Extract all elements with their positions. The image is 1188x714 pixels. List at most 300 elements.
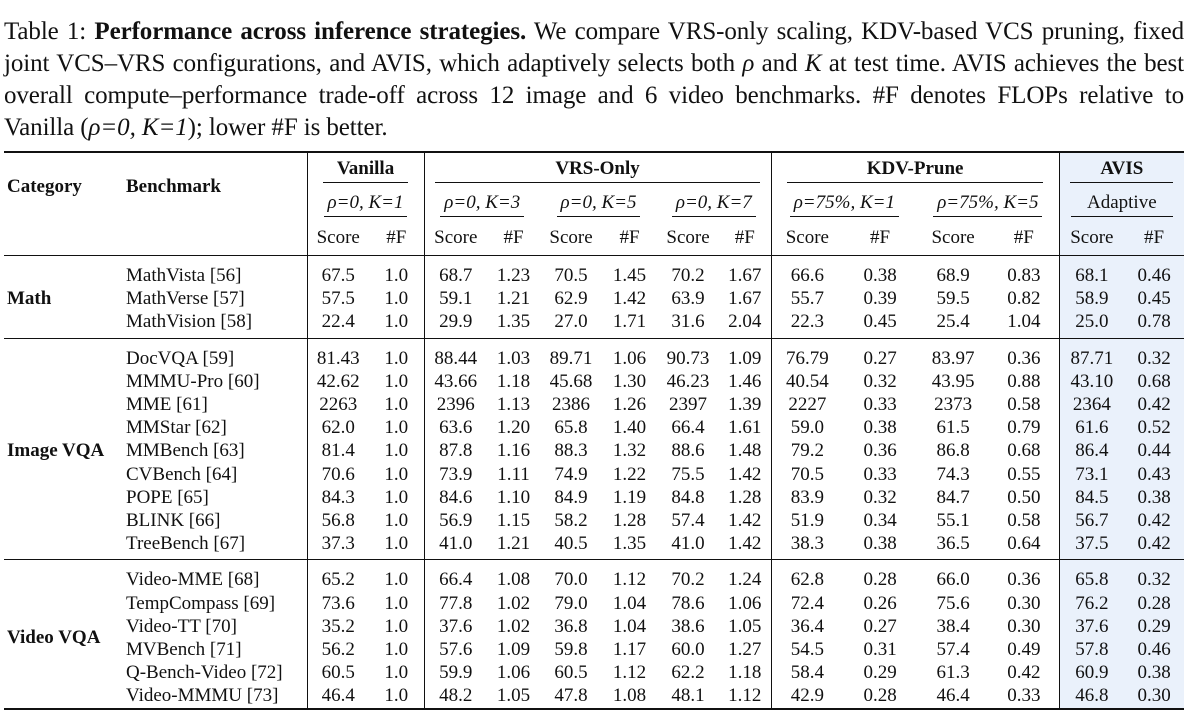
flops-cell: 1.42 — [728, 510, 762, 532]
flops-cell: 1.48 — [728, 440, 762, 462]
flops-cell: 1.18 — [496, 370, 531, 392]
flops-header: #F — [619, 227, 640, 249]
score-cell: 46.4 — [936, 685, 970, 707]
benchmark-cell: MMMU-Pro [60] — [126, 370, 260, 392]
config-cell: ρ=0, K=7 — [657, 187, 771, 221]
score-cell: 79.2 — [771, 439, 843, 462]
flops-cell: 1.0 — [384, 347, 409, 369]
flops-cell: 0.32 — [863, 370, 897, 392]
flops-cell: 1.12 — [612, 569, 647, 591]
flops-cell: 1.0 — [384, 370, 409, 392]
caption-text-1: We compare VRS-only scaling, KDV-based VCS pruning, fixed joint VCS–VRS configurations, and AVIS, which adaptively selects both — [4, 18, 1185, 77]
benchmark-cell: POPE [65] — [126, 486, 209, 508]
score-cell: 48.2 — [424, 684, 487, 708]
table-row — [4, 486, 1184, 509]
config-cell: ρ=0, K=5 — [540, 187, 657, 221]
flops-cell: 1.12 — [612, 662, 647, 684]
score-cell: 59.1 — [424, 287, 487, 310]
flops-cell: 0.46 — [1124, 264, 1184, 287]
benchmark-cell: MathVision [58] — [126, 311, 253, 333]
flops-cell: 1.17 — [612, 639, 647, 661]
score-cell: 60.5 — [307, 661, 369, 684]
score-cell: 63.9 — [671, 288, 705, 310]
category-cell: Image VQA — [7, 440, 105, 462]
score-cell: 86.4 — [1059, 439, 1124, 462]
flops-cell: 0.42 — [1124, 393, 1184, 416]
flops-cell: 1.0 — [384, 592, 409, 614]
score-cell: 59.0 — [771, 416, 843, 439]
flops-cell: 0.27 — [863, 615, 897, 637]
table-row — [4, 684, 1184, 708]
score-cell: 54.5 — [771, 638, 843, 661]
score-cell: 43.10 — [1059, 370, 1124, 393]
flops-cell: 0.32 — [1124, 347, 1184, 370]
score-cell: 84.8 — [671, 486, 705, 508]
flops-cell: 1.0 — [384, 417, 409, 439]
table-row — [4, 463, 1184, 486]
table-row — [4, 532, 1184, 555]
vanilla-config: ρ=0, K=1 — [88, 114, 188, 141]
table-row — [4, 568, 1184, 591]
table-row — [4, 310, 1184, 333]
score-header: Score — [549, 227, 593, 249]
header-row-metrics — [4, 221, 1184, 256]
flops-cell: 1.26 — [612, 394, 647, 416]
score-cell: 48.1 — [671, 685, 705, 707]
flops-cell: 0.29 — [1124, 615, 1184, 638]
score-cell: 88.44 — [424, 347, 487, 370]
caption-text-2: at test time. AVIS achieves the best overall compute–performance trade-off across 12 image and 6 video benchmarks. #F denotes FLOPs relative to Vanilla ( — [4, 50, 1185, 141]
flops-cell: 1.35 — [612, 533, 647, 555]
flops-cell: 1.67 — [728, 288, 762, 310]
score-cell: 38.6 — [671, 615, 705, 637]
flops-cell: 1.0 — [384, 394, 409, 416]
k-symbol: K — [804, 50, 822, 77]
score-cell: 88.6 — [671, 440, 705, 462]
score-cell: 70.5 — [554, 265, 588, 286]
score-cell: 36.4 — [771, 615, 843, 638]
flops-cell: 1.0 — [384, 569, 409, 591]
score-cell: 40.54 — [771, 370, 843, 393]
benchmark-cell: MathVista [56] — [126, 265, 242, 286]
table-caption — [4, 16, 1184, 144]
benchmark-cell: DocVQA [59] — [126, 347, 235, 369]
category-cell: Video VQA — [7, 627, 101, 649]
category-header: Category — [7, 176, 82, 198]
score-cell: 57.4 — [936, 639, 970, 661]
score-cell: 56.7 — [1059, 509, 1124, 532]
score-cell: 37.6 — [424, 615, 487, 638]
flops-cell: 1.06 — [728, 592, 762, 614]
score-cell: 31.6 — [671, 311, 705, 333]
flops-cell: 1.61 — [728, 417, 762, 439]
category-cell: Math — [7, 288, 52, 310]
caption-text-3: ); lower #F is better. — [187, 114, 388, 141]
flops-cell: 0.30 — [1007, 592, 1041, 614]
flops-cell: 1.11 — [497, 463, 530, 485]
table-row — [4, 347, 1184, 370]
flops-cell: 1.42 — [728, 533, 762, 555]
score-cell: 75.5 — [671, 463, 705, 485]
score-header: Score — [666, 227, 710, 249]
flops-cell: 0.50 — [1007, 486, 1041, 508]
flops-cell: 1.08 — [496, 569, 531, 591]
group-vrs-only: VRS-Only — [424, 152, 771, 187]
score-cell: 57.8 — [1059, 638, 1124, 661]
score-cell: 81.4 — [307, 439, 369, 462]
benchmark-cell: CVBench [64] — [126, 463, 238, 485]
flops-cell: 0.49 — [1007, 639, 1041, 661]
score-cell: 78.6 — [671, 592, 705, 614]
score-cell: 65.8 — [554, 417, 588, 439]
flops-cell: 1.28 — [728, 486, 762, 508]
score-cell: 41.0 — [671, 533, 705, 555]
flops-cell: 0.82 — [1007, 288, 1041, 310]
score-cell: 62.8 — [771, 568, 843, 591]
flops-cell: 0.28 — [1124, 592, 1184, 615]
table-row — [4, 393, 1184, 416]
score-header: Score — [931, 227, 975, 249]
score-cell: 84.3 — [307, 486, 369, 509]
flops-cell: 1.04 — [612, 615, 647, 637]
score-cell: 76.2 — [1059, 592, 1124, 615]
flops-cell: 1.67 — [728, 265, 762, 286]
score-cell: 2364 — [1059, 393, 1124, 416]
score-cell: 62.9 — [554, 288, 588, 310]
flops-cell: 1.10 — [496, 486, 531, 508]
benchmark-cell: Video-MME [68] — [126, 569, 260, 591]
score-cell: 36.8 — [554, 615, 588, 637]
score-cell: 22.4 — [307, 310, 369, 333]
flops-cell: 1.19 — [612, 486, 647, 508]
flops-cell: 1.16 — [496, 440, 531, 462]
table-row — [4, 661, 1184, 684]
benchmark-cell: Q-Bench-Video [72] — [126, 662, 283, 684]
score-cell: 87.8 — [424, 439, 487, 462]
flops-cell: 1.0 — [384, 685, 409, 707]
score-cell: 29.9 — [424, 310, 487, 333]
flops-cell: 1.35 — [496, 311, 531, 333]
score-header: Score — [424, 221, 487, 256]
flops-cell: 1.46 — [728, 370, 762, 392]
flops-cell: 0.26 — [863, 592, 897, 614]
flops-cell: 0.28 — [863, 685, 897, 707]
benchmark-cell: Video-TT [70] — [126, 615, 237, 637]
score-cell: 72.4 — [771, 592, 843, 615]
score-cell: 55.7 — [771, 287, 843, 310]
score-cell: 68.9 — [936, 265, 970, 286]
score-cell: 61.6 — [1059, 416, 1124, 439]
flops-cell: 0.44 — [1124, 439, 1184, 462]
table-row — [4, 264, 1184, 287]
score-cell: 2227 — [771, 393, 843, 416]
benchmark-cell: MVBench [71] — [126, 639, 242, 661]
score-cell: 83.97 — [931, 347, 975, 369]
table-row — [4, 370, 1184, 393]
score-cell: 37.3 — [307, 532, 369, 555]
flops-cell: 0.38 — [863, 265, 897, 286]
score-cell: 73.6 — [307, 592, 369, 615]
score-cell: 40.5 — [554, 533, 588, 555]
flops-cell: 1.0 — [384, 510, 409, 532]
caption-and: and — [761, 50, 798, 77]
flops-header: #F — [870, 227, 891, 249]
flops-cell: 0.46 — [1124, 638, 1184, 661]
flops-cell: 1.21 — [496, 533, 531, 555]
flops-cell: 0.33 — [863, 463, 897, 485]
score-cell: 81.43 — [307, 347, 369, 370]
table-row — [4, 638, 1184, 661]
score-header: Score — [771, 221, 843, 256]
score-cell: 84.9 — [554, 486, 588, 508]
flops-cell: 1.15 — [496, 510, 531, 532]
flops-cell: 0.45 — [1124, 287, 1184, 310]
score-cell: 43.66 — [424, 370, 487, 393]
flops-cell: 1.42 — [728, 463, 762, 485]
score-header: Score — [307, 221, 369, 256]
flops-cell: 0.42 — [1124, 509, 1184, 532]
flops-cell: 0.32 — [1124, 568, 1184, 591]
score-cell: 2373 — [934, 394, 973, 416]
flops-cell: 0.79 — [1007, 417, 1041, 439]
flops-cell: 0.36 — [1007, 347, 1041, 369]
score-cell: 84.5 — [1059, 486, 1124, 509]
score-cell: 51.9 — [771, 509, 843, 532]
score-cell: 56.8 — [307, 509, 369, 532]
flops-cell: 1.0 — [384, 311, 409, 333]
flops-cell: 1.22 — [612, 463, 647, 485]
score-cell: 27.0 — [554, 311, 588, 333]
flops-cell: 0.33 — [1007, 685, 1041, 707]
score-cell: 41.0 — [424, 532, 487, 555]
score-cell: 73.9 — [424, 463, 487, 486]
flops-cell: 0.58 — [1007, 510, 1041, 532]
flops-cell: 1.0 — [384, 486, 409, 508]
score-cell: 2396 — [424, 393, 487, 416]
flops-cell: 1.21 — [496, 288, 531, 310]
score-cell: 38.4 — [936, 615, 970, 637]
flops-cell: 1.0 — [384, 265, 409, 286]
flops-header: #F — [503, 227, 524, 249]
flops-cell: 1.12 — [728, 685, 762, 707]
score-cell: 90.73 — [666, 347, 710, 369]
score-cell: 66.6 — [771, 264, 843, 287]
group-vanilla: Vanilla — [307, 152, 424, 187]
flops-header: #F — [734, 227, 755, 249]
score-cell: 62.0 — [307, 416, 369, 439]
score-cell: 65.8 — [1059, 568, 1124, 591]
flops-cell: 1.03 — [496, 347, 531, 369]
score-cell: 84.6 — [424, 486, 487, 509]
flops-cell: 1.04 — [612, 592, 647, 614]
table-row — [4, 592, 1184, 615]
score-cell: 42.62 — [307, 370, 369, 393]
flops-cell: 1.02 — [496, 615, 531, 637]
flops-cell: 0.30 — [1124, 684, 1184, 708]
rho-symbol: ρ — [742, 50, 755, 77]
flops-cell: 1.32 — [612, 440, 647, 462]
score-cell: 70.6 — [307, 463, 369, 486]
flops-cell: 1.04 — [1007, 311, 1041, 333]
score-cell: 45.68 — [549, 370, 593, 392]
flops-cell: 0.32 — [863, 486, 897, 508]
flops-cell: 0.42 — [1124, 532, 1184, 555]
config-cell: ρ=0, K=3 — [424, 187, 540, 221]
flops-cell: 1.40 — [612, 417, 647, 439]
score-cell: 57.6 — [424, 638, 487, 661]
flops-cell: 1.13 — [496, 394, 531, 416]
score-cell: 37.5 — [1059, 532, 1124, 555]
flops-cell: 1.27 — [728, 639, 762, 661]
score-cell: 2386 — [552, 394, 591, 416]
benchmark-cell: MathVerse [57] — [126, 288, 245, 310]
flops-cell: 0.42 — [1007, 662, 1041, 684]
score-cell: 58.9 — [1059, 287, 1124, 310]
score-cell: 70.2 — [671, 569, 705, 591]
group-avis: AVIS — [1059, 152, 1184, 187]
score-cell: 35.2 — [307, 615, 369, 638]
flops-cell: 1.06 — [496, 662, 531, 684]
section-rule — [4, 256, 1184, 265]
score-cell: 36.5 — [936, 533, 970, 555]
flops-cell: 0.38 — [1124, 661, 1184, 684]
flops-cell: 1.0 — [384, 533, 409, 555]
score-cell: 56.2 — [307, 638, 369, 661]
section-rule — [4, 560, 1184, 569]
score-cell: 61.3 — [936, 662, 970, 684]
flops-cell: 0.31 — [863, 639, 897, 661]
flops-cell: 2.04 — [728, 311, 762, 333]
score-cell: 47.8 — [554, 685, 588, 707]
score-cell: 86.8 — [936, 440, 970, 462]
flops-cell: 1.05 — [728, 615, 762, 637]
flops-cell: 0.34 — [863, 510, 897, 532]
benchmark-cell: Video-MMMU [73] — [126, 685, 279, 707]
flops-cell: 1.24 — [728, 569, 762, 591]
score-cell: 74.9 — [554, 463, 588, 485]
score-cell: 66.0 — [936, 569, 970, 591]
table-label: Table 1: — [4, 18, 87, 45]
caption-title: Performance across inference strategies. — [94, 18, 527, 45]
score-cell: 59.8 — [554, 639, 588, 661]
benchmark-cell: MMStar [62] — [126, 417, 227, 439]
flops-cell: 0.38 — [863, 417, 897, 439]
score-cell: 59.9 — [424, 661, 487, 684]
flops-cell: 1.06 — [612, 347, 647, 369]
score-cell: 37.6 — [1059, 615, 1124, 638]
score-cell: 56.9 — [424, 509, 487, 532]
flops-cell: 0.52 — [1124, 416, 1184, 439]
score-cell: 60.9 — [1059, 661, 1124, 684]
score-cell: 87.71 — [1059, 347, 1124, 370]
config-cell: ρ=0, K=1 — [307, 187, 424, 221]
score-cell: 79.0 — [554, 592, 588, 614]
score-cell: 88.3 — [554, 440, 588, 462]
flops-header: #F — [386, 227, 407, 249]
flops-cell: 0.45 — [863, 311, 897, 333]
flops-cell: 0.39 — [863, 288, 897, 310]
flops-cell: 0.43 — [1124, 463, 1184, 486]
flops-cell: 0.27 — [863, 347, 897, 369]
score-cell: 75.6 — [936, 592, 970, 614]
flops-cell: 0.30 — [1007, 615, 1041, 637]
flops-cell: 1.18 — [728, 662, 762, 684]
flops-cell: 0.36 — [1007, 569, 1041, 591]
benchmark-cell: TreeBench [67] — [126, 533, 246, 555]
score-cell: 83.9 — [771, 486, 843, 509]
group-kdv-prune: KDV-Prune — [771, 152, 1059, 187]
flops-cell: 0.68 — [1124, 370, 1184, 393]
flops-cell: 1.09 — [496, 639, 531, 661]
flops-header: #F — [1124, 221, 1184, 256]
score-cell: 77.8 — [424, 592, 487, 615]
benchmark-cell: BLINK [66] — [126, 510, 221, 532]
score-cell: 74.3 — [936, 463, 970, 485]
score-cell: 65.2 — [307, 568, 369, 591]
score-cell: 25.0 — [1059, 310, 1124, 333]
flops-cell: 0.88 — [1007, 370, 1041, 392]
score-cell: 38.3 — [771, 532, 843, 555]
score-cell: 66.4 — [424, 568, 487, 591]
flops-cell: 1.20 — [496, 417, 531, 439]
score-cell: 66.4 — [671, 417, 705, 439]
score-cell: 61.5 — [936, 417, 970, 439]
flops-header: #F — [1013, 227, 1034, 249]
flops-cell: 1.45 — [612, 265, 647, 286]
score-cell: 63.6 — [424, 416, 487, 439]
flops-cell: 1.02 — [496, 592, 531, 614]
benchmark-cell: TempCompass [69] — [126, 592, 276, 614]
score-cell: 2397 — [669, 394, 708, 416]
config-cell: ρ=75%, K=5 — [917, 187, 1059, 221]
header-row-groups — [4, 152, 1184, 187]
score-cell: 43.95 — [931, 370, 975, 392]
results-table — [4, 151, 1184, 710]
score-cell: 57.5 — [307, 287, 369, 310]
flops-cell: 0.78 — [1124, 310, 1184, 333]
flops-cell: 1.23 — [496, 265, 531, 286]
flops-cell: 1.0 — [384, 662, 409, 684]
score-cell: 70.2 — [671, 265, 705, 286]
flops-cell: 1.0 — [384, 440, 409, 462]
flops-cell: 0.38 — [1124, 486, 1184, 509]
score-cell: 76.79 — [771, 347, 843, 370]
flops-cell: 1.0 — [384, 463, 409, 485]
benchmark-cell: MME [61] — [126, 394, 208, 416]
benchmark-cell: MMBench [63] — [126, 440, 245, 462]
flops-cell: 0.64 — [1007, 533, 1041, 555]
score-cell: 89.71 — [549, 347, 593, 369]
score-cell: 46.23 — [666, 370, 710, 392]
score-cell: 68.7 — [424, 264, 487, 287]
flops-cell: 1.39 — [728, 394, 762, 416]
score-cell: 73.1 — [1059, 463, 1124, 486]
score-cell: 2263 — [307, 393, 369, 416]
flops-cell: 1.0 — [384, 288, 409, 310]
score-cell: 58.2 — [554, 510, 588, 532]
score-cell: 62.2 — [671, 662, 705, 684]
score-cell: 59.5 — [936, 288, 970, 310]
score-cell: 68.1 — [1059, 264, 1124, 287]
flops-cell: 0.28 — [863, 569, 897, 591]
score-cell: 57.4 — [671, 510, 705, 532]
score-header: Score — [1059, 221, 1124, 256]
score-cell: 60.5 — [554, 662, 588, 684]
flops-cell: 0.36 — [863, 440, 897, 462]
table-row — [4, 509, 1184, 532]
table-row — [4, 416, 1184, 439]
score-cell: 60.0 — [671, 639, 705, 661]
